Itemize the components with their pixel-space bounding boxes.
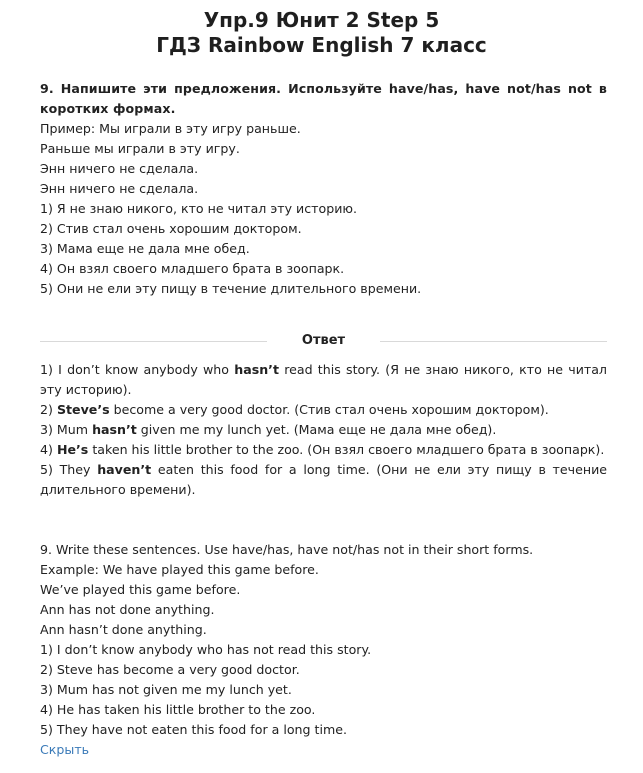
task-line: Энн ничего не сделала. — [40, 181, 199, 196]
answer-text: 1) I don’t know anybody who — [40, 362, 235, 377]
english-line: 3) Mum has not given me my lunch yet. — [40, 682, 292, 697]
english-line: Ann has not done anything. — [40, 602, 215, 617]
page-title — [0, 8, 643, 58]
english-line: We’ve played this game before. — [40, 582, 241, 597]
answer-text: read this story. (Я не знаю никого, кто не читал эту историю). — [40, 362, 607, 397]
english-line: 1) I don’t know anybody who has not read this story. — [40, 642, 372, 657]
answer-item — [40, 420, 607, 440]
task-line: 2) Стив стал очень хорошим доктором. — [40, 221, 302, 236]
answer-text: 5) They — [40, 462, 98, 477]
task-line: Раньше мы играли в эту игру. — [40, 141, 240, 156]
english-line: 5) They have not eaten this food for a long time. — [40, 722, 347, 737]
answer-highlight: Steve’s — [56, 402, 110, 417]
answer-text: taken his little brother to the zoo. (Он взял своего младшего брата в зоопарк). — [88, 442, 605, 457]
english-line: 2) Steve has become a very good doctor. — [40, 662, 300, 677]
task-line: 3) Мама еще не дала мне обед. — [40, 241, 250, 256]
answer-text: 3) Mum — [40, 422, 93, 437]
answer-highlight: hasn’t — [234, 362, 279, 377]
english-section — [40, 540, 607, 760]
answer-text: become a very good doctor. (Стив стал очень хорошим доктором). — [109, 402, 549, 417]
answer-text: 2) — [40, 402, 57, 417]
task-line: 1) Я не знаю никого, кто не читал эту историю. — [40, 201, 357, 216]
answer-text: given me my lunch yet. (Мама еще не дала мне обед). — [136, 422, 497, 437]
answer-text: 4) — [40, 442, 57, 457]
answer-item — [40, 360, 607, 400]
hide-link[interactable]: Скрыть — [40, 742, 90, 757]
answer-item — [40, 440, 607, 460]
divider-rule-right — [380, 341, 607, 342]
answers-section — [40, 360, 607, 500]
answer-highlight: hasn’t — [92, 422, 137, 437]
task-line: 5) Они не ели эту пищу в течение длительного времени. — [40, 281, 422, 296]
english-line: Ann hasn’t done anything. — [40, 622, 207, 637]
answer-item — [40, 460, 607, 500]
task-line: 4) Он взял своего младшего брата в зоопарк. — [40, 261, 345, 276]
answer-divider — [40, 331, 607, 351]
answer-highlight: haven’t — [97, 462, 152, 477]
english-line: 9. Write these sentences. Use have/has, have not/has not in their short forms. — [40, 542, 534, 557]
task-line: Энн ничего не сделала. — [40, 161, 199, 176]
answer-text: eaten this food for a long time. (Они не ели эту пищу в течение длительного времени). — [40, 462, 607, 497]
task-line: Пример: Мы играли в эту игру раньше. — [40, 121, 301, 136]
answer-label: Ответ — [301, 333, 346, 348]
answer-highlight: He’s — [56, 442, 89, 457]
english-line: 4) He has taken his little brother to the zoo. — [40, 702, 316, 717]
task-section — [40, 79, 607, 299]
english-line: Example: We have played this game before. — [40, 562, 319, 577]
title-line-1: Упр.9 Юнит 2 Step 5 — [203, 8, 440, 32]
task-heading: 9. Напишите эти предложения. Используйте have/has, have not/has not в коротких формах. — [40, 81, 607, 116]
title-line-2: ГДЗ Rainbow English 7 класс — [156, 33, 487, 57]
answer-item — [40, 400, 607, 420]
